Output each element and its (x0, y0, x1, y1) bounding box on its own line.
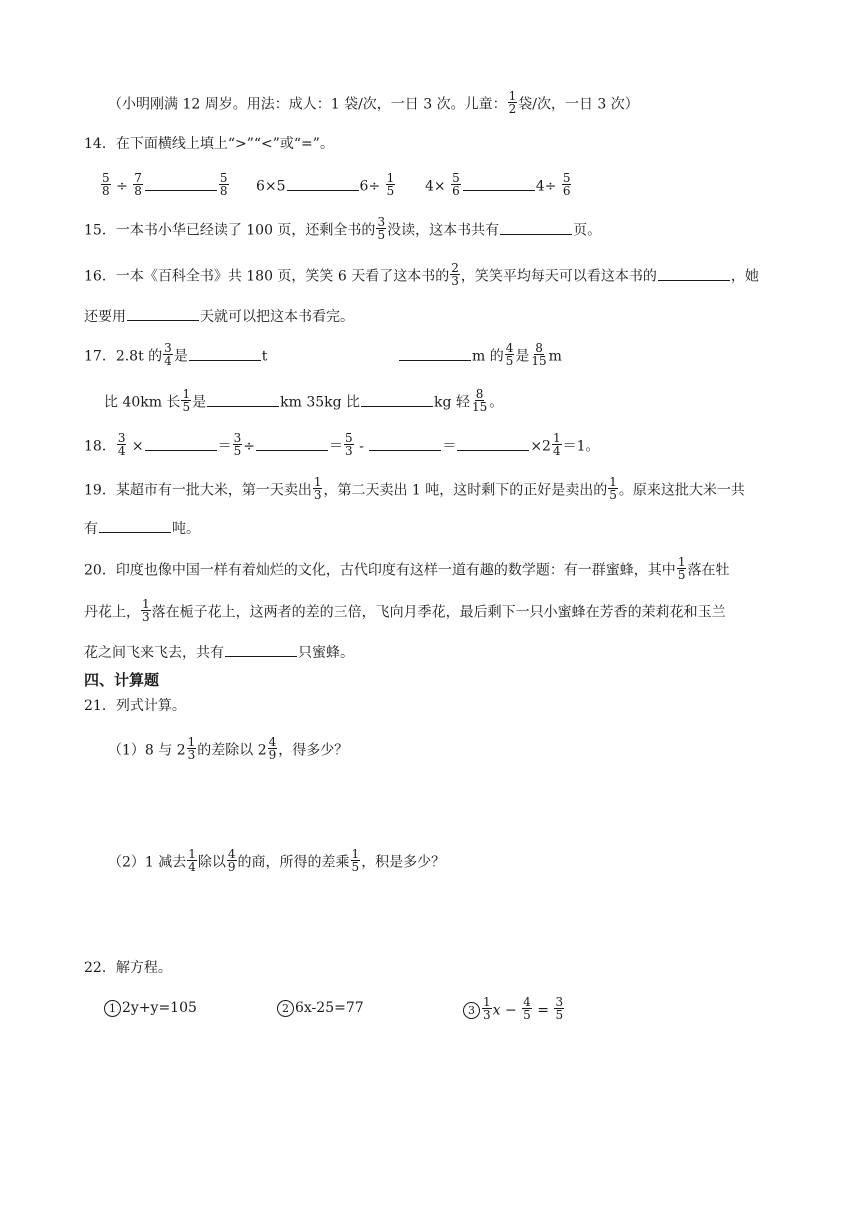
equation-2: 2 6x-25=77 (277, 998, 364, 1018)
answer-blank[interactable] (463, 176, 535, 191)
answer-blank[interactable] (207, 392, 279, 407)
answer-blank[interactable] (256, 436, 328, 451)
circled-number: 2 (277, 1000, 294, 1017)
question-19-line-2: 有 吨。 (84, 518, 200, 539)
answer-blank[interactable] (399, 346, 471, 361)
question-17-part-3: 比 40km 长 $\frac{1}{5}$ 是 km 35kg 比 kg 轻 $\frac{8}{15}$ 。 (104, 387, 504, 414)
question-21-prompt: 21．列式计算。 (84, 698, 186, 714)
question-21-part-1: （1）8 与 2 $\frac{1}{3}$ 的差除以 2 $\frac{4}{9}$ ，得多少？ (108, 735, 349, 762)
question-14-prompt: 14．在下面横线上填上“>”“<”或“=”。 (84, 136, 334, 152)
answer-blank[interactable] (361, 392, 433, 407)
answer-blank[interactable] (287, 176, 359, 191)
question-14-expr-3: 4× $\frac{5}{6}$ 4÷ $\frac{5}{6}$ (425, 171, 571, 198)
section-heading: 四、计算题 (84, 671, 160, 689)
equation-1: 1 2y+y=105 (104, 998, 197, 1018)
medicine-usage-note: （小明刚满 12 周岁。用法：成人：1 袋/次，一日 3 次。儿童： $\frac{1}{2}$ 袋/次，一日 3 次） (108, 89, 639, 116)
question-16-line-1: 16．一本《百科全书》共 180 页，笑笑 6 天看了这本书的 $\frac{2}{3}$ ，笑笑平均每天可以看这本书的 ，她 (84, 261, 759, 288)
question-14-expr-2: 6×5 6÷ $\frac{1}{5}$ (256, 171, 395, 198)
circled-number: 3 (463, 1002, 480, 1019)
question-18: 18． $\frac{3}{4}$ × ＝ $\frac{3}{5}$ ÷ ＝ $\frac{5}{3}$ - ＝ ×2 $\frac{1}{4}$ ＝1。 (84, 431, 600, 458)
answer-blank[interactable] (99, 518, 171, 533)
answer-blank[interactable] (127, 306, 199, 321)
question-22-prompt: 22．解方程。 (84, 960, 172, 976)
equation-3: 3 $\frac{1}{3}$ x − $\frac{4}{5}$ = $\frac{3}{5}$ (463, 998, 565, 1023)
question-17-part-2: m 的 $\frac{4}{5}$ 是 $\frac{8}{15}$ m (398, 344, 562, 369)
answer-blank[interactable] (500, 220, 572, 235)
answer-blank[interactable] (457, 436, 529, 451)
question-19-line-1: 19．某超市有一批大米，第一天卖出 $\frac{1}{3}$ ，第二天卖出 1 吨，这时剩下的正好是卖出的 $\frac{1}{5}$ 。原来这批大米一共 (84, 475, 745, 502)
circled-number: 1 (104, 1000, 121, 1017)
question-20-line-2: 丹花上， $\frac{1}{3}$ 落在栀子花上，这两者的差的三倍，飞向月季花，最后剩下一只小蜜蜂在芳香的茉莉花和玉兰 (84, 597, 726, 624)
question-17-part-1: 17．2.8t 的 $\frac{3}{4}$ 是 t (84, 341, 268, 368)
answer-blank[interactable] (145, 436, 217, 451)
question-15: 15．一本书小华已经读了 100 页，还剩全书的 $\frac{3}{5}$ 没读，这本书共有 页。 (84, 215, 602, 242)
question-21-part-2: （2）1 减去 $\frac{1}{4}$ 除以 $\frac{4}{9}$ 的商，所得的差乘 $\frac{1}{5}$ ，积是多少？ (108, 847, 446, 874)
answer-blank[interactable] (658, 266, 730, 281)
answer-blank[interactable] (225, 642, 297, 657)
answer-blank[interactable] (189, 346, 261, 361)
question-16-line-2: 还要用 天就可以把这本书看完。 (84, 306, 354, 327)
fraction: $\frac{1}{2}$ (508, 89, 517, 116)
question-20-line-3: 花之间飞来飞去，共有 只蜜蜂。 (84, 642, 354, 663)
question-20-line-1: 20．印度也像中国一样有着灿烂的文化，古代印度有这样一道有趣的数学题：有一群蜜蜂，其中 $\frac{1}{5}$ 落在牡 (84, 555, 730, 582)
question-14-expr-1: $\frac{5}{8}$ ÷ $\frac{7}{8}$ $\frac{5}{8}$ (102, 171, 228, 198)
answer-blank[interactable] (369, 436, 441, 451)
answer-blank[interactable] (145, 176, 217, 191)
